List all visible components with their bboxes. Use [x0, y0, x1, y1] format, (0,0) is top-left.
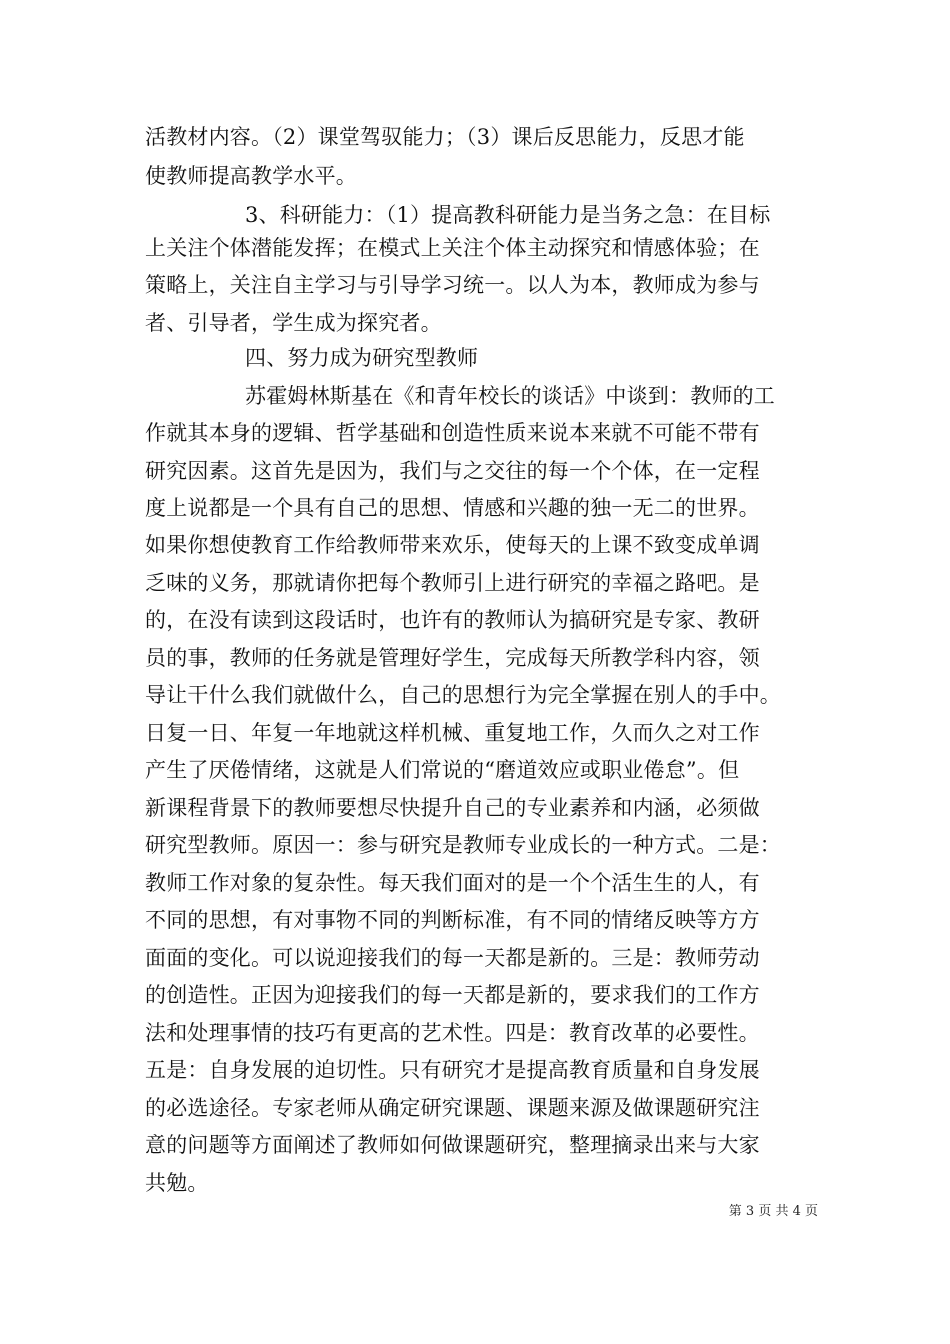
text-line: 面面的变化。可以说迎接我们的每一天都是新的。三是：教师劳动 [145, 946, 760, 970]
text-line: 的创造性。正因为迎接我们的每一天都是新的，要求我们的工作方 [145, 983, 760, 1007]
text-line: 意的问题等方面阐述了教师如何做课题研究，整理摘录出来与大家 [145, 1133, 760, 1157]
text-line: 的必选途径。专家老师从确定研究课题、课题来源及做课题研究注 [145, 1096, 760, 1120]
text-line: 法和处理事情的技巧有更高的艺术性。四是：教育改革的必要性。 [145, 1021, 760, 1045]
text-line: 的，在没有读到这段话时，也许有的教师认为搞研究是专家、教研 [145, 608, 760, 632]
text-line: 研究型教师。原因一：参与研究是教师专业成长的一种方式。二是： [145, 833, 781, 857]
text-line: 不同的思想，有对事物不同的判断标准，有不同的情绪反映等方方 [145, 908, 760, 932]
text-line: 研究因素。这首先是因为，我们与之交往的每一个个体，在一定程 [145, 459, 760, 483]
text-line: 上关注个体潜能发挥；在模式上关注个体主动探究和情感体验；在 [145, 236, 760, 260]
text-line: 新课程背景下的教师要想尽快提升自己的专业素养和内涵，必须做 [145, 796, 760, 820]
section-heading: 四、努力成为研究型教师 [245, 346, 479, 370]
text-line: 导让干什么我们就做什么，自己的思想行为完全掌握在别人的手中。 [145, 683, 781, 707]
text-line: 共勉。 [145, 1171, 209, 1195]
text-line: 作就其本身的逻辑、哲学基础和创造性质来说本来就不可能不带有 [145, 421, 760, 445]
text-line: 日复一日、年复一年地就这样机械、重复地工作，久而久之对工作 [145, 721, 760, 745]
text-line: 产生了厌倦情绪，这就是人们常说的“磨道效应或职业倦怠”。但 [145, 758, 740, 782]
text-line: 使教师提高教学水平。 [145, 164, 357, 188]
text-line: 者、引导者，学生成为探究者。 [145, 311, 442, 335]
text-line: 策略上，关注自主学习与引导学习统一。以人为本，教师成为参与 [145, 273, 760, 297]
text-line: 度上说都是一个具有自己的思想、情感和兴趣的独一无二的世界。 [145, 496, 760, 520]
text-line: 教师工作对象的复杂性。每天我们面对的是一个个活生生的人，有 [145, 871, 760, 895]
text-line: 活教材内容。（2）课堂驾驭能力；（3）课后反思能力，反思才能 [145, 125, 745, 149]
text-line: 五是：自身发展的迫切性。只有研究才是提高教育质量和自身发展 [145, 1058, 760, 1082]
text-line: 3、科研能力：（1）提高教科研能力是当务之急：在目标 [245, 203, 771, 227]
text-line: 苏霍姆林斯基在《和青年校长的谈话》中谈到：教师的工 [245, 384, 775, 408]
text-line: 乏味的义务，那就请你把每个教师引上进行研究的幸福之路吧。是 [145, 571, 760, 595]
text-line: 如果你想使教育工作给教师带来欢乐，使每天的上课不致变成单调 [145, 533, 760, 557]
text-line: 员的事，教师的任务就是管理好学生，完成每天所教学科内容，领 [145, 646, 760, 670]
page-number-footer: 第 3 页 共 4 页 [728, 1204, 818, 1219]
